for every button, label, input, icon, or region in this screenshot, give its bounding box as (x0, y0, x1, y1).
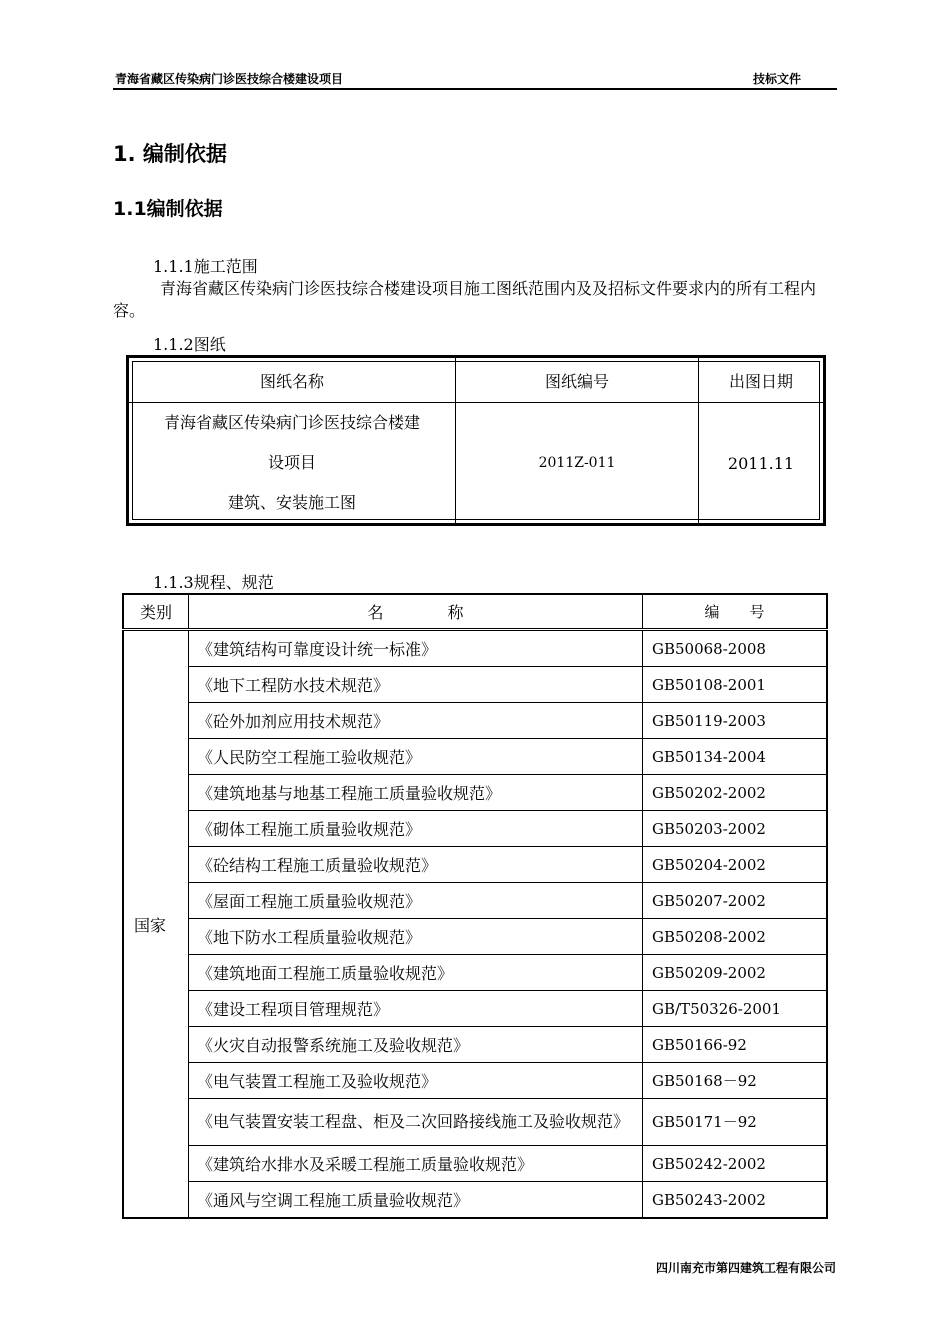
standard-name: 《人民防空工程施工验收规范》 (189, 739, 643, 775)
standard-name: 《火灾自动报警系统施工及验收规范》 (189, 1027, 643, 1063)
section-1-1-3-title: 1.1.3规程、规范 (153, 573, 274, 592)
table-row (123, 775, 827, 811)
col-category: 类别 (123, 594, 189, 630)
drawing-name-cell (128, 403, 456, 525)
drawing-name-line3: 建筑、安装施工图 (227, 493, 356, 512)
col-drawing-date: 出图日期 (699, 357, 825, 403)
standard-code: GB50243-2002 (643, 1182, 828, 1219)
standard-name: 《电气装置安装工程盘、柜及二次回路接线施工及验收规范》 (189, 1099, 643, 1146)
table-row (123, 1027, 827, 1063)
header-project: 青海省藏区传染病门诊医技综合楼建设项目 (115, 72, 344, 86)
drawings-table (126, 355, 826, 526)
col-code: 编 号 (643, 594, 828, 630)
standard-code: GB50119-2003 (643, 703, 828, 739)
standard-code: GB50166-92 (643, 1027, 828, 1063)
table-row (123, 1146, 827, 1182)
standard-code: GB50202-2002 (643, 775, 828, 811)
table-row (123, 739, 827, 775)
table-row (123, 1063, 827, 1099)
standard-name: 《建筑地基与地基工程施工质量验收规范》 (189, 775, 643, 811)
col-drawing-number: 图纸编号 (456, 357, 699, 403)
table-row (123, 811, 827, 847)
standard-code: GB50204-2002 (643, 847, 828, 883)
standards-table (122, 593, 828, 1219)
section-1-1-title: 1.1编制依据 (113, 198, 223, 220)
standard-name: 《砌体工程施工质量验收规范》 (189, 811, 643, 847)
page-header (113, 66, 837, 90)
drawing-name-line1: 青海省藏区传染病门诊医技综合楼建 (163, 413, 420, 432)
standard-name: 《砼结构工程施工质量验收规范》 (189, 847, 643, 883)
standard-code: GB50168－92 (643, 1063, 828, 1099)
table-row (123, 883, 827, 919)
standard-code: GB/T50326-2001 (643, 991, 828, 1027)
standard-name: 《地下工程防水技术规范》 (189, 667, 643, 703)
standard-code: GB50108-2001 (643, 667, 828, 703)
standard-code: GB50068-2008 (643, 630, 828, 667)
table-row (123, 703, 827, 739)
section-1-title: 1. 编制依据 (113, 142, 227, 166)
category-cell: 国家 (123, 630, 189, 1219)
standard-code: GB50209-2002 (643, 955, 828, 991)
standard-name: 《建筑给水排水及采暖工程施工质量验收规范》 (189, 1146, 643, 1182)
standard-name: 《屋面工程施工质量验收规范》 (189, 883, 643, 919)
drawing-name-line2: 设项目 (267, 453, 316, 472)
standard-name: 《电气装置工程施工及验收规范》 (189, 1063, 643, 1099)
standard-name: 《地下防水工程质量验收规范》 (189, 919, 643, 955)
table-row (123, 955, 827, 991)
standard-name: 《建设工程项目管理规范》 (189, 991, 643, 1027)
table-row (123, 1182, 827, 1219)
standard-name: 《建筑结构可靠度设计统一标准》 (189, 630, 643, 667)
col-drawing-name: 图纸名称 (128, 357, 456, 403)
table-row (123, 667, 827, 703)
standard-name: 《建筑地面工程施工质量验收规范》 (189, 955, 643, 991)
drawing-number: 2011Z-011 (456, 403, 699, 525)
footer-company: 四川南充市第四建筑工程有限公司 (655, 1261, 836, 1275)
standard-code: GB50171－92 (643, 1099, 828, 1146)
standard-code: GB50208-2002 (643, 919, 828, 955)
table-row (123, 847, 827, 883)
standard-code: GB50203-2002 (643, 811, 828, 847)
table-row (123, 991, 827, 1027)
section-1-1-2-title: 1.1.2图纸 (153, 335, 226, 354)
standard-code: GB50242-2002 (643, 1146, 828, 1182)
standard-name: 《通风与空调工程施工质量验收规范》 (189, 1182, 643, 1219)
section-1-1-1-text: 青海省藏区传染病门诊医技综合楼建设项目施工图纸范围内及及招标文件要求内的所有工程内容。 (113, 279, 817, 320)
table-row (123, 630, 827, 667)
standard-code: GB50207-2002 (643, 883, 828, 919)
drawing-date: 2011.11 (699, 403, 825, 525)
col-name: 名 称 (189, 594, 643, 630)
table-row (123, 1099, 827, 1146)
table-row (123, 919, 827, 955)
header-doc-type: 技标文件 (752, 72, 801, 86)
standard-code: GB50134-2004 (643, 739, 828, 775)
section-1-1-1-title: 1.1.1施工范围 (153, 257, 258, 276)
standard-name: 《砼外加剂应用技术规范》 (189, 703, 643, 739)
